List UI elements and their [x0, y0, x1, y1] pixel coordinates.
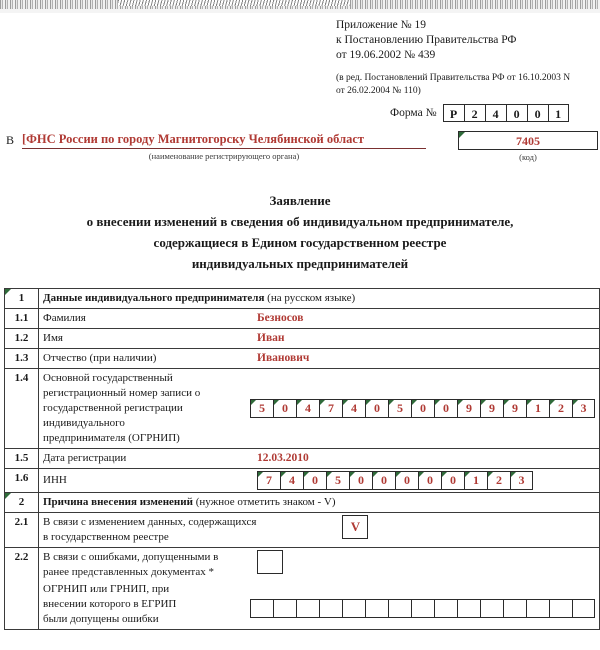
appendix-block	[336, 18, 570, 98]
table-row	[5, 548, 600, 630]
label-reason-data-change	[43, 515, 256, 545]
label-ogrnip-line: государственной регистрации	[43, 402, 183, 414]
row-content-2-2	[39, 548, 600, 630]
ogrnip-digit[interactable]: 0	[273, 399, 296, 418]
ogrnip-grnip-digit[interactable]	[365, 599, 388, 618]
inn-digit[interactable]: 0	[395, 471, 418, 490]
form-number-label: Форма №	[390, 107, 437, 119]
value-reg-date[interactable]: 12.03.2010	[257, 452, 309, 464]
appendix-line-5: от 26.02.2004 № 110)	[336, 86, 421, 96]
form-number-cell: 0	[506, 104, 527, 122]
ogrnip-digit[interactable]: 4	[342, 399, 365, 418]
label-ogrnip-grnip	[43, 582, 250, 627]
reason-line: В связи с ошибками, допущенными в	[43, 551, 219, 563]
table-row	[5, 513, 600, 548]
appendix-line-3: от 19.06.2002 № 439	[336, 49, 436, 61]
inn-digit[interactable]: 5	[326, 471, 349, 490]
table-row	[5, 493, 600, 513]
ogrnip-grnip-digit[interactable]	[457, 599, 480, 618]
label-ogrnip	[43, 371, 250, 446]
ogrnip-grnip-digit[interactable]	[273, 599, 296, 618]
table-row	[5, 289, 600, 309]
checkbox-reason-data-change[interactable]: V	[342, 515, 368, 539]
table-row	[5, 469, 600, 493]
ogrnip-grnip-digit[interactable]	[342, 599, 365, 618]
ogrnip-digit[interactable]: 2	[549, 399, 572, 418]
label-reg-date: Дата регистрации	[43, 452, 127, 464]
row-content-1-2	[39, 329, 600, 349]
inn-digit[interactable]: 1	[464, 471, 487, 490]
reason-line: были допущены ошибки	[43, 613, 159, 625]
row-number-2-2: 2.2	[5, 548, 39, 630]
form-number-cell: 0	[527, 104, 548, 122]
reason-line: внесении которого в ЕГРИП	[43, 598, 177, 610]
section2-heading-bold: Причина внесения изменений	[43, 496, 193, 508]
row-content-1-6	[39, 469, 600, 493]
row-number-1-5: 1.5	[5, 449, 39, 469]
form-table	[4, 288, 600, 630]
label-ogrnip-line: предпринимателя (ОГРНИП)	[43, 432, 180, 444]
ogrnip-grnip-digit[interactable]	[434, 599, 457, 618]
appendix-line-2: к Постановлению Правительства РФ	[336, 34, 517, 46]
form-number-cell: Р	[443, 104, 464, 122]
ogrnip-grnip-empty-field[interactable]	[250, 599, 595, 618]
scanner-artifact-underline	[0, 9, 600, 13]
inn-digit-field[interactable]	[257, 471, 533, 490]
row-number-2-1: 2.1	[5, 513, 39, 548]
ogrnip-digit[interactable]: 0	[434, 399, 457, 418]
inn-digit[interactable]: 0	[372, 471, 395, 490]
ogrnip-digit[interactable]: 9	[503, 399, 526, 418]
ogrnip-grnip-digit[interactable]	[411, 599, 434, 618]
table-row	[5, 349, 600, 369]
table-row	[5, 309, 600, 329]
row-number-1-6: 1.6	[5, 469, 39, 493]
row-content-1-5	[39, 449, 600, 469]
row-number-1-4: 1.4	[5, 369, 39, 449]
row-number-1-3: 1.3	[5, 349, 39, 369]
ogrnip-digit[interactable]: 3	[572, 399, 595, 418]
authority-code-caption: (код)	[519, 152, 537, 162]
ogrnip-grnip-digit[interactable]	[526, 599, 549, 618]
row-content-1-3	[39, 349, 600, 369]
label-patronymic: Отчество (при наличии)	[43, 352, 157, 364]
section2-heading-rest: (нужное отметить знаком - V)	[192, 496, 336, 508]
inn-digit[interactable]: 2	[487, 471, 510, 490]
form-number-cell: 1	[548, 104, 569, 122]
ogrnip-grnip-digit[interactable]	[503, 599, 526, 618]
section1-heading-rest: (на русском языке)	[264, 292, 356, 304]
appendix-line-4: (в ред. Постановлений Правительства РФ от 16.10.2003 N	[336, 73, 571, 83]
ogrnip-digit[interactable]: 5	[388, 399, 411, 418]
section2-heading	[39, 493, 600, 513]
value-firstname[interactable]: Иван	[257, 332, 285, 344]
ogrnip-grnip-digit[interactable]	[319, 599, 342, 618]
row-content-1-4	[39, 369, 600, 449]
value-patronymic[interactable]: Иванович	[257, 352, 310, 364]
label-reason-errors	[43, 550, 257, 580]
table-row	[5, 449, 600, 469]
appendix-line-1: Приложение № 19	[336, 19, 426, 31]
inn-digit[interactable]: 0	[418, 471, 441, 490]
row-content-1-1	[39, 309, 600, 329]
table-row	[5, 329, 600, 349]
ogrnip-grnip-digit[interactable]	[480, 599, 503, 618]
authority-name-field[interactable]: [ФНС России по городу Магнитогорску Челябинской област	[22, 132, 426, 149]
scanner-artifact-segment	[118, 0, 350, 6]
table-row	[5, 369, 600, 449]
document-title	[0, 190, 600, 274]
ogrnip-digit[interactable]: 1	[526, 399, 549, 418]
title-line-4: индивидуальных предпринимателей	[191, 256, 409, 271]
inn-digit[interactable]: 0	[303, 471, 326, 490]
section1-heading	[39, 289, 600, 309]
appendix-spacer	[336, 63, 570, 72]
scanner-artifact-strip	[0, 0, 600, 9]
reason-line: ранее представленных документах *	[43, 566, 214, 578]
reason-line: ОГРНИП или ГРНИП, при	[43, 583, 170, 595]
ogrnip-digit-field[interactable]	[250, 399, 595, 418]
label-ogrnip-line: Основной государственный	[43, 372, 173, 384]
ogrnip-grnip-digit[interactable]	[572, 599, 595, 618]
form-number-cells	[443, 104, 569, 122]
inn-digit[interactable]: 7	[257, 471, 280, 490]
cell-corner-marker	[459, 132, 465, 138]
label-inn: ИНН	[43, 474, 67, 486]
ogrnip-digit[interactable]: 7	[319, 399, 342, 418]
authority-code-value: 7405	[516, 134, 540, 148]
label-firstname: Имя	[43, 332, 63, 344]
ogrnip-digit[interactable]: 0	[365, 399, 388, 418]
authority-caption: (наименование регистрирующего органа)	[148, 151, 300, 161]
row-number-1-1: 1.1	[5, 309, 39, 329]
row-number-1-2: 1.2	[5, 329, 39, 349]
reason-line: в государственном реестре	[43, 531, 169, 543]
form-number-cell: 2	[464, 104, 485, 122]
inn-digit[interactable]: 0	[349, 471, 372, 490]
ogrnip-grnip-digit[interactable]	[296, 599, 319, 618]
ogrnip-grnip-digit[interactable]	[549, 599, 572, 618]
row-content-2-1	[39, 513, 600, 548]
label-ogrnip-line: индивидуального	[43, 417, 125, 429]
ogrnip-grnip-digit[interactable]	[388, 599, 411, 618]
title-line-3: содержащиеся в Едином государственном реестре	[153, 235, 447, 250]
inn-digit[interactable]: 3	[510, 471, 533, 490]
ogrnip-digit[interactable]: 4	[296, 399, 319, 418]
reason-line: В связи с изменением данных, содержащихся	[43, 516, 257, 528]
authority-prefix: В	[6, 133, 15, 147]
label-surname: Фамилия	[43, 312, 86, 324]
value-surname[interactable]: Безносов	[257, 312, 304, 324]
section1-number: 1	[5, 289, 39, 309]
title-line-1: Заявление	[269, 193, 331, 208]
ogrnip-digit[interactable]: 9	[480, 399, 503, 418]
ogrnip-digit[interactable]: 5	[250, 399, 273, 418]
title-line-2: о внесении изменений в сведения об индивидуальном предпринимателе,	[86, 214, 514, 229]
ogrnip-grnip-digit[interactable]	[250, 599, 273, 618]
form-number-cell: 4	[485, 104, 506, 122]
label-ogrnip-line: регистрационный номер записи о	[43, 387, 201, 399]
authority-code-field[interactable]	[458, 131, 598, 150]
checkbox-reason-errors[interactable]	[257, 550, 283, 574]
form-number-row	[390, 104, 569, 122]
section1-heading-bold: Данные индивидуального предпринимателя	[43, 292, 265, 304]
inn-digit[interactable]: 0	[441, 471, 464, 490]
ogrnip-digit[interactable]: 0	[411, 399, 434, 418]
ogrnip-digit[interactable]: 9	[457, 399, 480, 418]
section2-number: 2	[5, 493, 39, 513]
inn-digit[interactable]: 4	[280, 471, 303, 490]
